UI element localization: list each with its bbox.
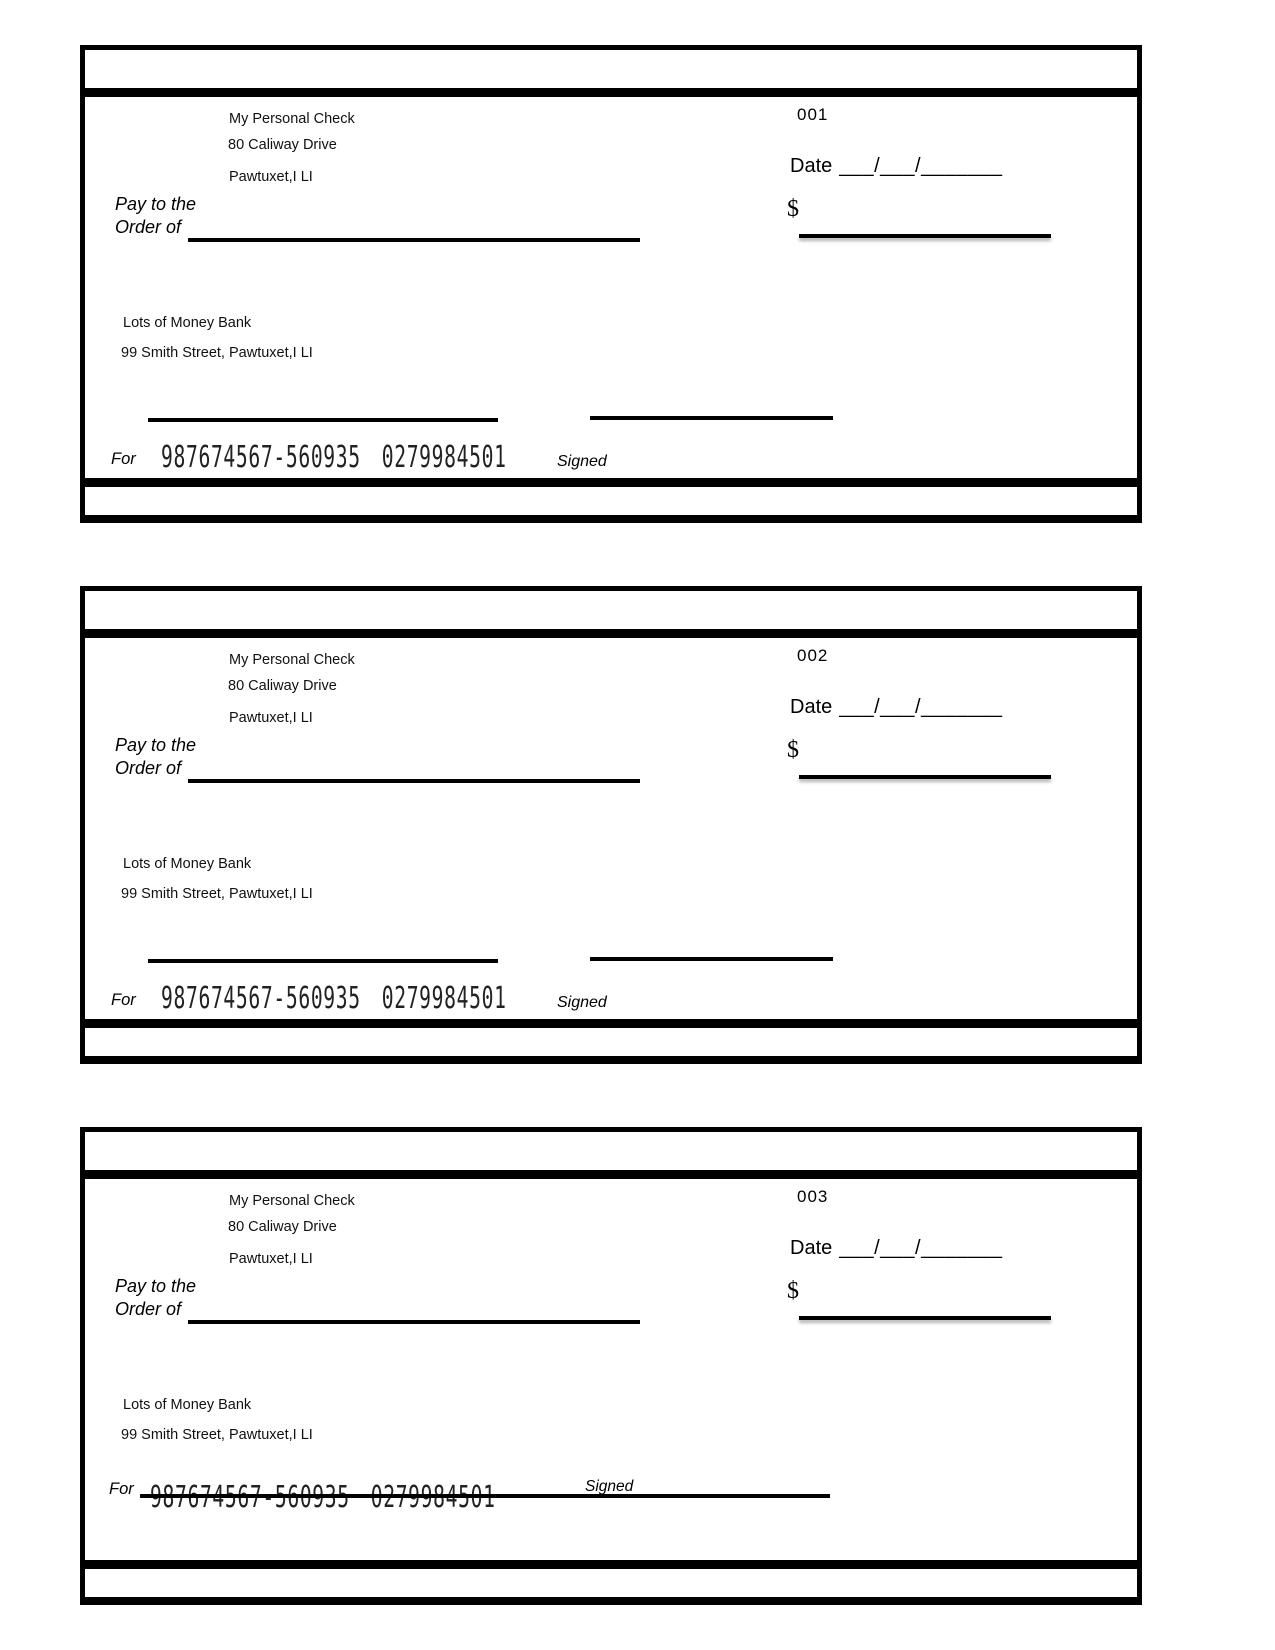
check-body <box>85 638 1137 1019</box>
payee-line[interactable] <box>188 238 640 242</box>
bottom-divider-bar <box>85 1019 1137 1028</box>
micr-routing-number: 987674567-560935 <box>161 981 361 1016</box>
top-divider-bar <box>85 88 1137 97</box>
dollar-sign: $ <box>787 196 799 222</box>
payer-name: My Personal Check <box>229 652 355 668</box>
memo-line[interactable] <box>148 418 498 422</box>
for-label: For <box>109 1480 134 1498</box>
check-bottom-stub <box>85 487 1137 515</box>
order-of-label: Order of <box>115 758 182 778</box>
payee-line[interactable] <box>188 1320 640 1324</box>
date-label: Date <box>790 696 833 718</box>
for-label: For <box>111 991 136 1009</box>
amount-line[interactable] <box>799 775 1051 779</box>
payer-city: Pawtuxet,I LI <box>229 710 313 726</box>
check-body <box>85 1179 1137 1560</box>
signed-label: Signed <box>585 1478 634 1495</box>
bank-name: Lots of Money Bank <box>123 1397 252 1413</box>
bottom-divider-bar <box>85 478 1137 487</box>
date-label: Date <box>790 155 833 177</box>
bank-name: Lots of Money Bank <box>123 856 252 872</box>
check-bottom-stub <box>85 1569 1137 1597</box>
order-of-label: Order of <box>115 217 182 237</box>
dollar-sign: $ <box>787 1278 799 1304</box>
check-top-stub <box>85 591 1137 629</box>
date-row <box>790 696 1002 719</box>
memo-line[interactable] <box>148 959 498 963</box>
bottom-divider-bar <box>85 1560 1137 1569</box>
micr-account-number: 0279984501 <box>381 981 507 1016</box>
date-label: Date <box>790 1237 833 1259</box>
payer-name: My Personal Check <box>229 111 355 127</box>
amount-line[interactable] <box>799 1316 1051 1320</box>
bank-address: 99 Smith Street, Pawtuxet,I LI <box>121 1427 313 1443</box>
check-number: 003 <box>797 1187 829 1206</box>
micr-account-number: 0279984501 <box>381 440 507 475</box>
bank-address: 99 Smith Street, Pawtuxet,I LI <box>121 886 313 902</box>
check-number: 002 <box>797 646 829 665</box>
pay-to-label: Pay to the <box>115 735 197 755</box>
micr-routing-number: 987674567-560935 <box>161 440 361 475</box>
date-blank-field[interactable]: ___/___/_______ <box>839 696 1003 718</box>
pay-to-the-order-of-label <box>115 734 196 780</box>
bank-name: Lots of Money Bank <box>123 315 252 331</box>
top-divider-bar <box>85 1170 1137 1179</box>
check-001 <box>80 45 1142 523</box>
date-blank-field[interactable]: ___/___/_______ <box>839 155 1003 177</box>
pay-to-label: Pay to the <box>115 194 197 214</box>
check-body <box>85 97 1137 478</box>
signed-label: Signed <box>557 453 607 470</box>
check-number: 001 <box>797 105 829 124</box>
pay-to-the-order-of-label <box>115 193 196 239</box>
check-bottom-stub <box>85 1028 1137 1056</box>
check-002 <box>80 586 1142 1064</box>
check-top-stub <box>85 50 1137 88</box>
signed-label: Signed <box>557 994 607 1011</box>
for-signed-line[interactable] <box>140 1494 830 1498</box>
amount-line[interactable] <box>799 234 1051 238</box>
payer-address: 80 Caliway Drive <box>228 137 337 153</box>
payer-city: Pawtuxet,I LI <box>229 169 313 185</box>
top-divider-bar <box>85 629 1137 638</box>
payee-line[interactable] <box>188 779 640 783</box>
dollar-sign: $ <box>787 737 799 763</box>
micr-numbers <box>161 981 507 1016</box>
payer-city: Pawtuxet,I LI <box>229 1251 313 1267</box>
check-top-stub <box>85 1132 1137 1170</box>
check-003 <box>80 1127 1142 1605</box>
payer-name: My Personal Check <box>229 1193 355 1209</box>
for-label: For <box>111 450 136 468</box>
date-blank-field[interactable]: ___/___/_______ <box>839 1237 1003 1259</box>
order-of-label: Order of <box>115 1299 182 1319</box>
signature-line[interactable] <box>590 957 833 961</box>
pay-to-label: Pay to the <box>115 1276 197 1296</box>
date-row <box>790 155 1002 178</box>
signature-line[interactable] <box>590 416 833 420</box>
micr-numbers <box>150 1483 496 1513</box>
pay-to-the-order-of-label <box>115 1275 196 1321</box>
payer-address: 80 Caliway Drive <box>228 1219 337 1235</box>
bank-address: 99 Smith Street, Pawtuxet,I LI <box>121 345 313 361</box>
micr-numbers <box>161 440 507 475</box>
payer-address: 80 Caliway Drive <box>228 678 337 694</box>
date-row <box>790 1237 1002 1260</box>
